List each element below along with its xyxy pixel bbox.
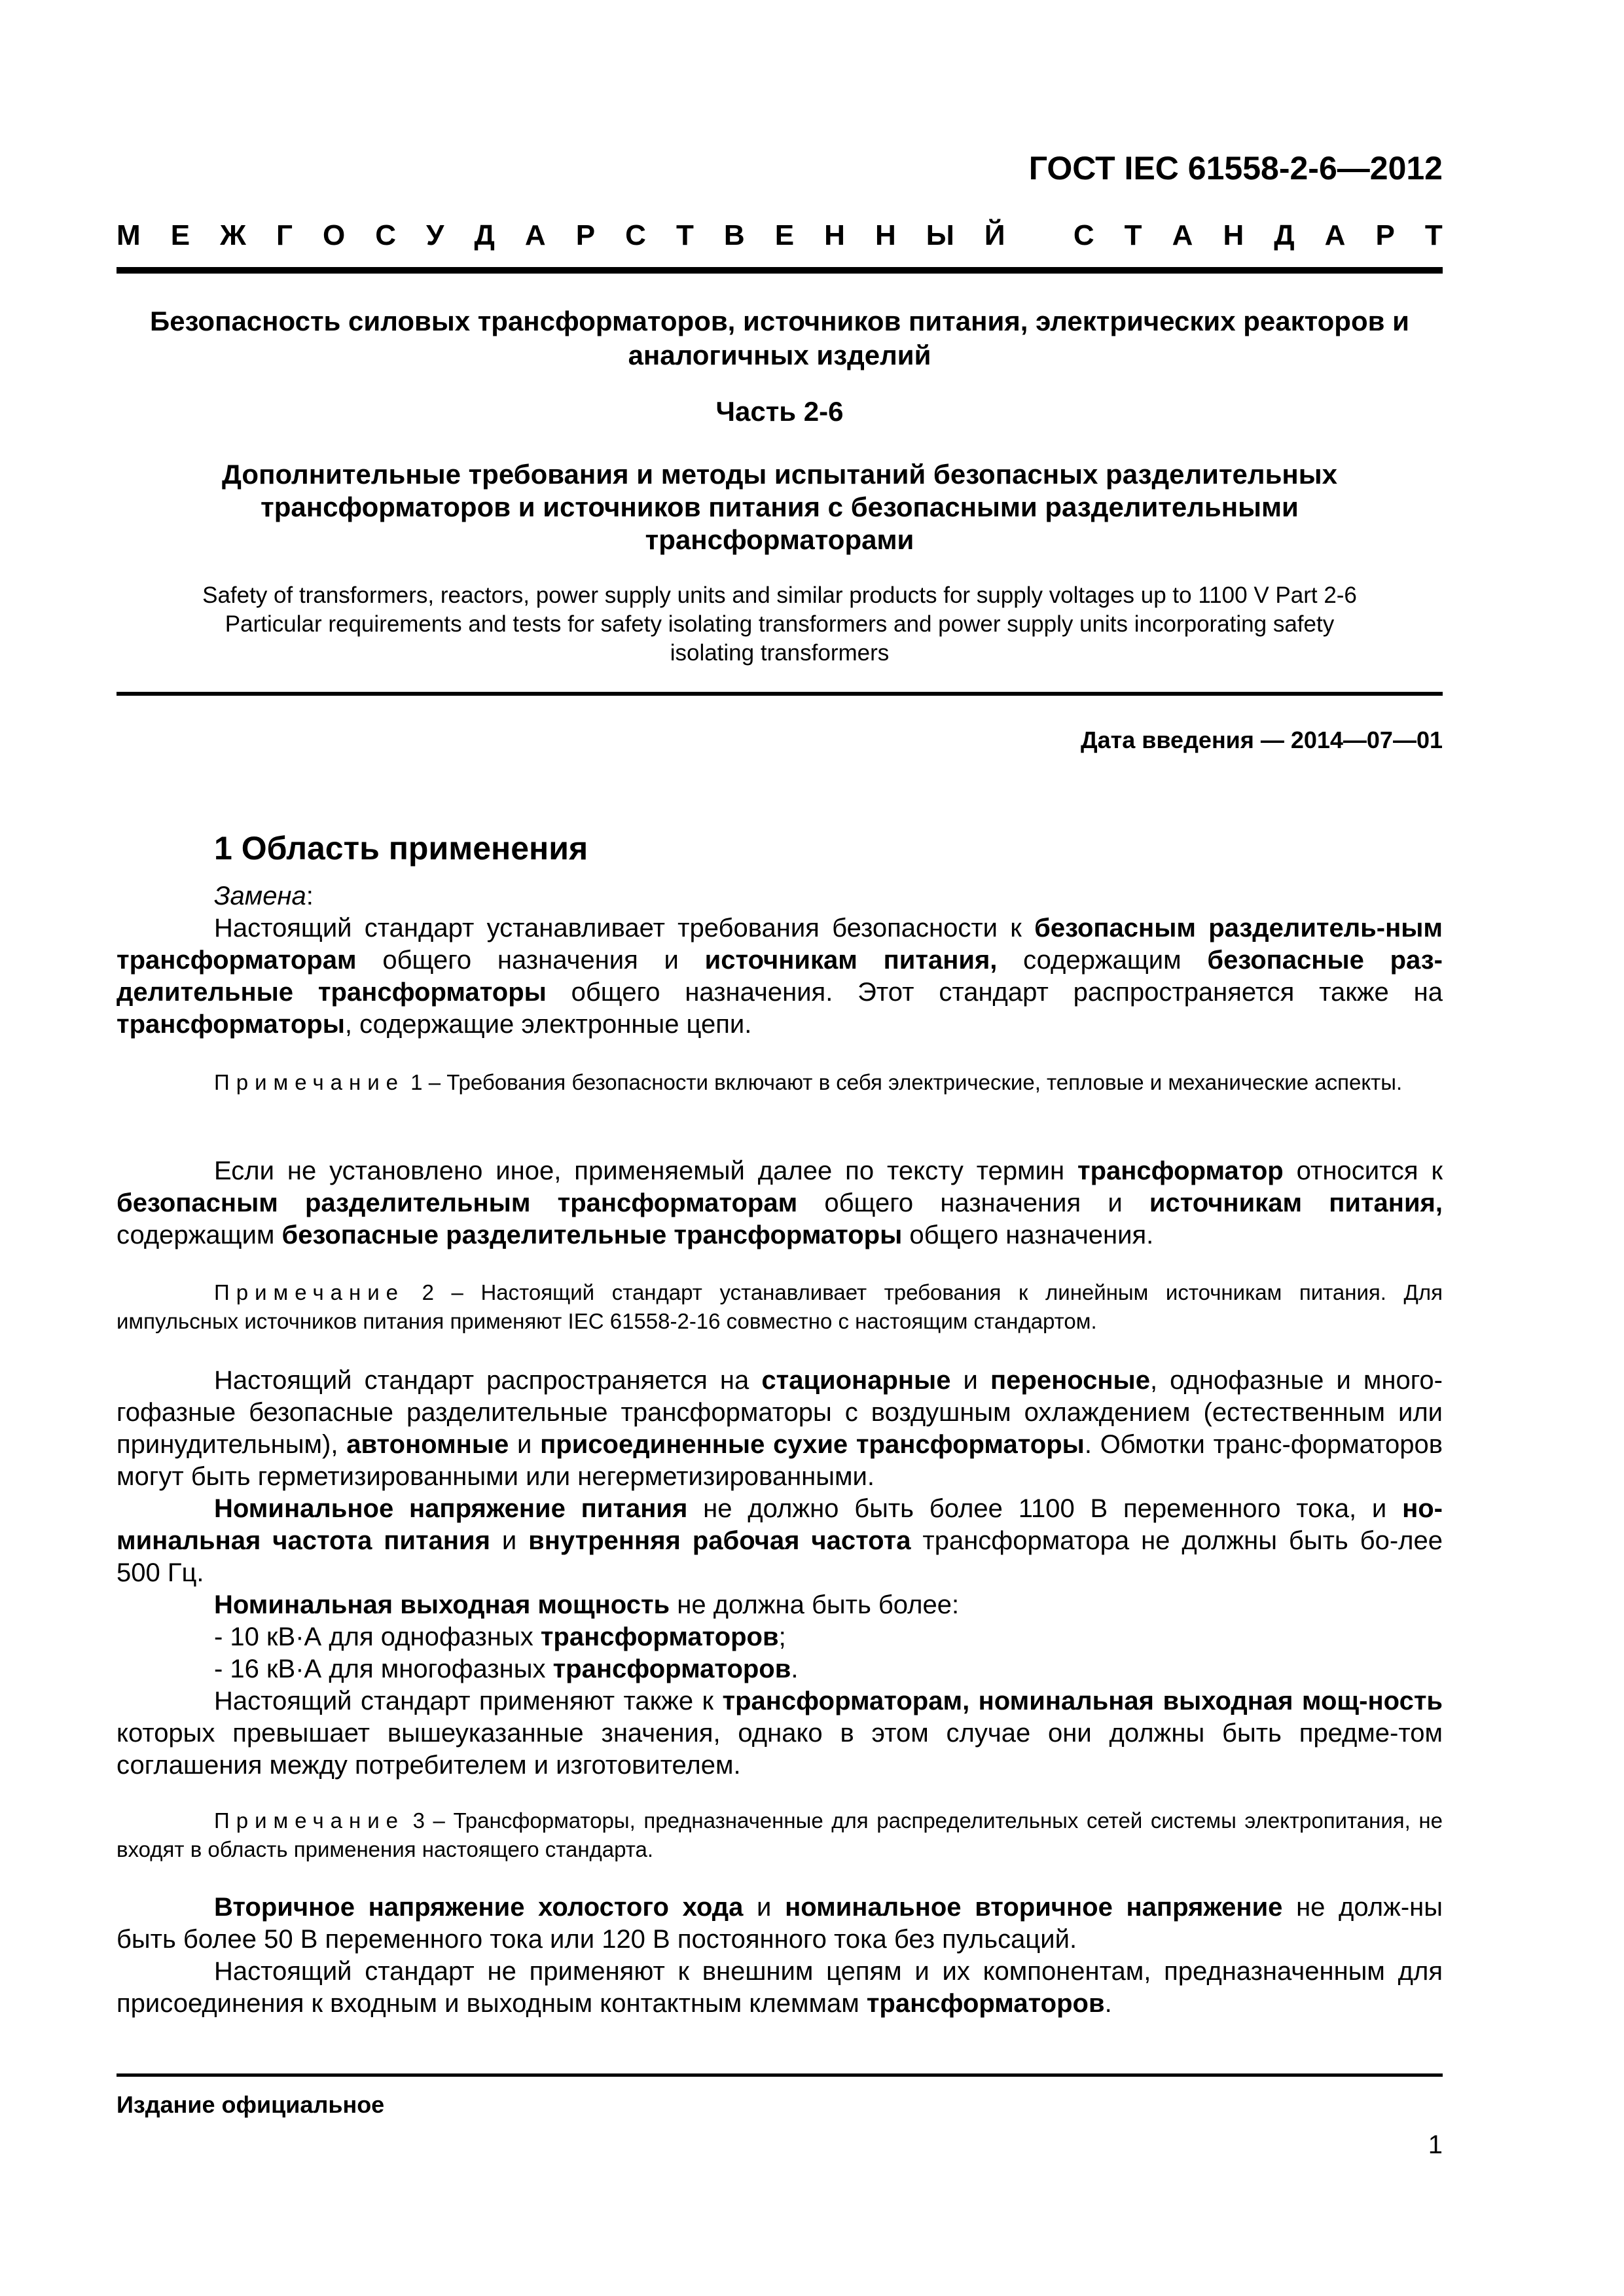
note-text: 1 – Требования безопасности включают в себя электрические, тепловые и механические аспекты. xyxy=(405,1070,1403,1094)
banner-letter: Н xyxy=(824,219,845,251)
russian-subtitle-line: трансформаторов и источников питания с безопасными разделительными xyxy=(261,492,1299,522)
paragraph xyxy=(117,1685,1443,1782)
text-run: содержащим xyxy=(117,1221,282,1249)
banner-letter: Н xyxy=(1223,219,1244,251)
banner-letter: Д xyxy=(474,219,495,251)
text-run: Настоящий стандарт применяют также к xyxy=(214,1687,723,1715)
note-label: Примечание xyxy=(214,1070,405,1094)
text-run: . xyxy=(791,1655,799,1683)
text-run: . xyxy=(1104,1989,1112,2018)
text-run: Настоящий стандарт не применяют к внешним цепям и их компонентам, предназначенным для присоединения к входным и выходным контактным клеммам xyxy=(117,1957,1443,2018)
paragraph xyxy=(117,1155,1443,1251)
header-rule xyxy=(117,267,1443,274)
paragraph xyxy=(117,1892,1443,1956)
term-bold: трансформаторы xyxy=(117,1010,345,1039)
term-bold: но-минальная частота питания xyxy=(117,1494,1443,1555)
banner-letter: Н xyxy=(875,219,896,251)
paragraph xyxy=(117,1956,1443,2020)
banner-letter: Т xyxy=(1424,219,1443,251)
english-title-line: isolating transformers xyxy=(670,640,890,666)
term-bold: автономные xyxy=(346,1430,509,1459)
banner-letter: Р xyxy=(575,219,596,251)
section-heading: 1 Область применения xyxy=(214,830,588,867)
title-rule xyxy=(117,692,1443,696)
term-bold: трансформаторам, номинальная выходная мощ-ность xyxy=(722,1687,1443,1715)
banner-letter: О xyxy=(322,219,346,251)
note-3 xyxy=(117,1806,1443,1864)
term-bold: трансформаторов xyxy=(866,1989,1105,2018)
term-bold: номинальное вторичное напряжение xyxy=(785,1893,1283,1922)
banner-letter: С xyxy=(1073,219,1094,251)
russian-title-line: Безопасность силовых трансформаторов, источников питания, электрических реакторов и xyxy=(150,306,1409,336)
replace-label-text: Замена xyxy=(214,882,306,910)
banner-letter: Г xyxy=(276,219,293,251)
text-run: которых превышает вышеуказанные значения, однако в этом случае они должны быть предме-том соглашения между потребителем и изготовителем. xyxy=(117,1719,1443,1780)
banner-letter: Т xyxy=(676,219,694,251)
russian-title-line: аналогичных изделий xyxy=(628,340,931,370)
list-item xyxy=(117,1621,1443,1653)
banner-letter: В xyxy=(723,219,745,251)
replace-label xyxy=(117,880,1443,912)
english-title-line: Particular requirements and tests for safety isolating transformers and power supply units incorporating safety xyxy=(225,611,1335,637)
banner-letter: Д xyxy=(1274,219,1295,251)
text-run: , однофазные и много-гофазные безопасные разделительные трансформаторы с воздушным охлаждением (естественным или принудительным), xyxy=(117,1366,1443,1459)
text-run: трансформатора не должны быть бо-лее 500 Гц. xyxy=(117,1526,1443,1587)
banner-letter: Ы xyxy=(926,219,954,251)
part-label: Часть 2-6 xyxy=(715,396,844,427)
term-bold: трансформаторов xyxy=(540,1623,779,1651)
banner-letter: С xyxy=(375,219,396,251)
footer-rule xyxy=(117,2073,1443,2077)
russian-title xyxy=(117,304,1443,372)
russian-subtitle-line: Дополнительные требования и методы испытаний безопасных разделительных xyxy=(221,459,1337,490)
term-bold: безопасные раз-делительные трансформаторы xyxy=(117,946,1443,1007)
term-bold: стационарные xyxy=(761,1366,951,1395)
term-bold: переносные xyxy=(990,1366,1150,1395)
text-run: не должна быть более: xyxy=(670,1590,960,1619)
note-text: 3 – Трансформаторы, предназначенные для распределительных сетей системы электропитания, не входят в область применения настоящего стандарта. xyxy=(117,1808,1443,1861)
term-bold: безопасным разделитель-ным трансформаторам xyxy=(117,914,1443,975)
banner-letter: С xyxy=(625,219,646,251)
term-bold: внутренняя рабочая частота xyxy=(528,1526,911,1555)
banner-letter: М xyxy=(117,219,141,251)
text-run: ; xyxy=(778,1623,786,1651)
text-run: Если не установлено иное, применяемый далее по тексту термин xyxy=(214,1157,1077,1185)
banner-letter: Ж xyxy=(220,219,246,251)
text-run: общего назначения и xyxy=(356,946,705,975)
banner-letter: Р xyxy=(1375,219,1395,251)
list-item xyxy=(117,1653,1443,1685)
term-bold: источникам питания, xyxy=(704,946,998,975)
page-number: 1 xyxy=(1428,2130,1443,2159)
note-2 xyxy=(117,1278,1443,1336)
text-run: общего назначения. xyxy=(902,1221,1154,1249)
term-bold: безопасные разделительные трансформаторы xyxy=(281,1221,903,1249)
text-run: содержащим xyxy=(997,946,1208,975)
banner-letter xyxy=(1036,219,1043,252)
text-run: не долж-ны быть более 50 В переменного тока или 120 В постоянного тока без пульсаций. xyxy=(117,1893,1443,1954)
term-bold: Номинальная выходная мощность xyxy=(214,1590,670,1619)
english-title-line: Safety of transformers, reactors, power supply units and similar products for supply voltages up to 1100 V Part 2-6 xyxy=(202,583,1357,608)
paragraph xyxy=(117,1589,1443,1621)
official-edition-label: Издание официальное xyxy=(117,2091,385,2118)
banner-letter: Т xyxy=(1124,219,1142,251)
banner-letter: Е xyxy=(170,219,190,251)
banner-letter: А xyxy=(524,219,546,251)
banner-letter: А xyxy=(1324,219,1346,251)
banner-letter: У xyxy=(426,219,444,251)
english-title xyxy=(117,581,1443,668)
section-body-1 xyxy=(117,880,1443,1041)
note-text: 2 – Настоящий стандарт устанавливает требования к линейным источникам питания. Для импульсных источников питания применяют IEC 61558-2-16 совместно с настоящим стандартом. xyxy=(117,1280,1443,1333)
replace-label-colon: : xyxy=(306,882,314,910)
section-body-2 xyxy=(117,1155,1443,1251)
text-run: и xyxy=(490,1526,529,1555)
term-bold: безопасным разделительным трансформаторам xyxy=(117,1189,798,1217)
text-run: , содержащие электронные цепи. xyxy=(344,1010,752,1039)
text-run: . Обмотки транс-форматоров могут быть герметизированными или негерметизированными. xyxy=(117,1430,1443,1491)
term-bold: источникам питания, xyxy=(1149,1189,1443,1217)
term-bold: Вторичное напряжение холостого хода xyxy=(214,1893,744,1922)
text-run: - 10 кВ·А для однофазных xyxy=(214,1623,541,1651)
section-body-3 xyxy=(117,1365,1443,1782)
banner-letter: Й xyxy=(984,219,1005,251)
text-run: и xyxy=(509,1430,541,1459)
document-number: ГОСТ IEC 61558-2-6—2012 xyxy=(1028,150,1443,187)
introduction-date: Дата введения — 2014—07—01 xyxy=(1080,726,1443,753)
text-run: не должно быть более 1100 В переменного тока, и xyxy=(687,1494,1403,1523)
text-run: Настоящий стандарт устанавливает требования безопасности к xyxy=(214,914,1035,942)
russian-subtitle-line: трансформаторами xyxy=(645,524,914,555)
interstate-standard-banner xyxy=(117,219,1443,252)
text-run: и xyxy=(950,1366,990,1395)
term-bold: трансформатор xyxy=(1077,1157,1284,1185)
paragraph xyxy=(117,1365,1443,1493)
text-run: Настоящий стандарт распространяется на xyxy=(214,1366,762,1395)
russian-subtitle xyxy=(117,458,1443,556)
note-label: Примечание xyxy=(214,1808,405,1833)
section-body-4 xyxy=(117,1892,1443,2020)
banner-letter: Е xyxy=(774,219,795,251)
paragraph xyxy=(117,912,1443,1041)
banner-letter: А xyxy=(1172,219,1193,251)
note-label: Примечание xyxy=(214,1280,405,1304)
note-1 xyxy=(117,1068,1443,1097)
paragraph xyxy=(117,1493,1443,1589)
text-run: общего назначения и xyxy=(797,1189,1149,1217)
text-run: - 16 кВ·А для многофазных xyxy=(214,1655,553,1683)
text-run: относится к xyxy=(1283,1157,1443,1185)
text-run: и xyxy=(743,1893,785,1922)
term-bold: присоединенные сухие трансформаторы xyxy=(540,1430,1085,1459)
text-run: общего назначения. Этот стандарт распространяется также на xyxy=(546,978,1443,1007)
term-bold: трансформаторов xyxy=(552,1655,791,1683)
term-bold: Номинальное напряжение питания xyxy=(214,1494,688,1523)
